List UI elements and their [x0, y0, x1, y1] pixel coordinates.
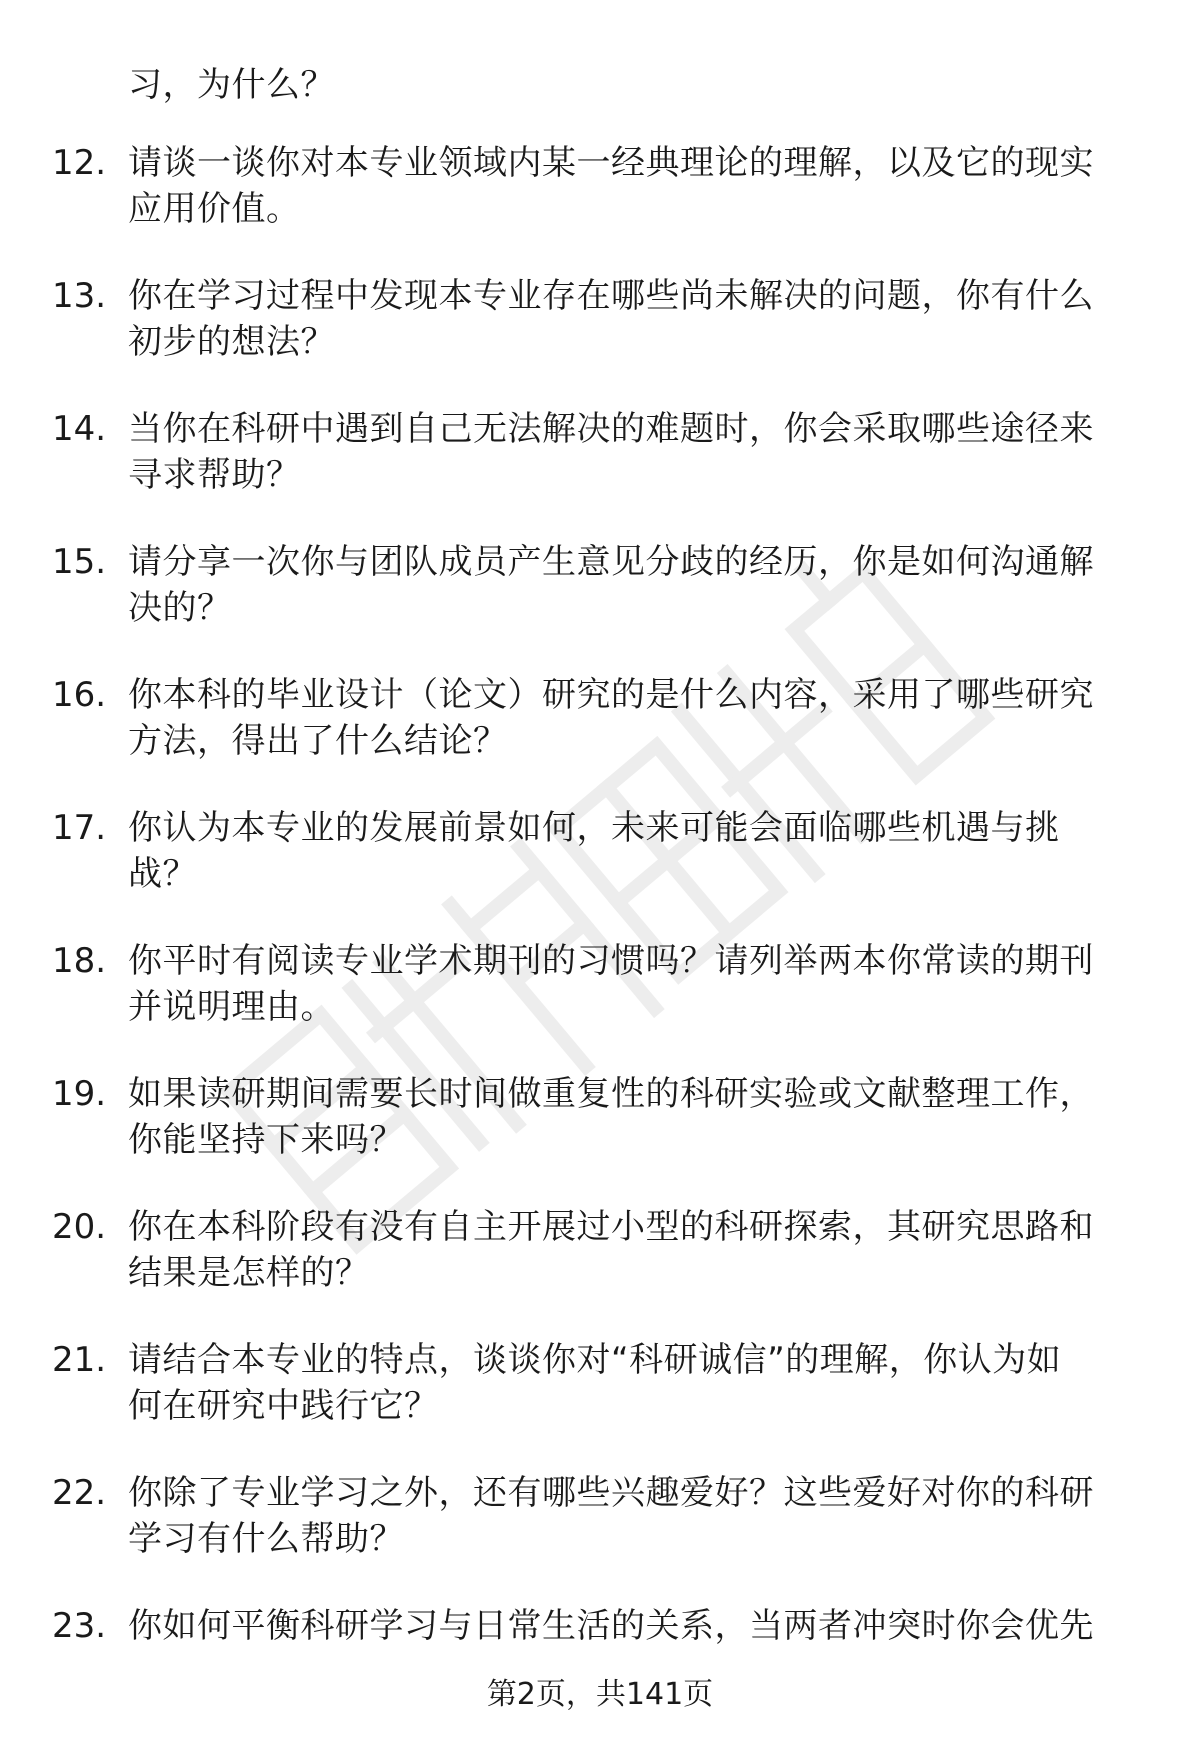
question-list — [0, 140, 1200, 1736]
question-text-line: 决的？ — [128, 588, 232, 628]
question-number: 17. — [52, 808, 107, 848]
question-item — [0, 805, 1200, 938]
question-text-line: 你平时有阅读专业学术期刊的习惯吗？请列举两本你常读的期刊 — [128, 941, 1094, 981]
question-number: 18. — [52, 941, 107, 981]
question-item — [0, 1071, 1200, 1204]
question-item — [0, 1204, 1200, 1337]
question-text-line: 何在研究中践行它？ — [128, 1386, 439, 1426]
question-number: 13. — [52, 276, 107, 316]
question-text-line: 你认为本专业的发展前景如何，未来可能会面临哪些机遇与挑 — [128, 808, 1060, 848]
question-text-line: 初步的想法？ — [128, 322, 335, 362]
question-number: 12. — [52, 143, 107, 183]
question-text-line: 你如何平衡科研学习与日常生活的关系，当两者冲突时你会优先 — [128, 1606, 1094, 1646]
question-text-line: 你在本科阶段有没有自主开展过小型的科研探索，其研究思路和 — [128, 1207, 1094, 1247]
question-number: 16. — [52, 675, 107, 715]
continuation-text: 习，为什么？ — [128, 65, 335, 105]
question-text-line: 并说明理由。 — [128, 987, 335, 1027]
question-text-line: 寻求帮助？ — [128, 455, 301, 495]
question-text-line: 请结合本专业的特点，谈谈你对“科研诚信”的理解，你认为如 — [128, 1340, 1062, 1380]
question-text-line: 如果读研期间需要长时间做重复性的科研实验或文献整理工作， — [128, 1074, 1094, 1114]
question-item — [0, 539, 1200, 672]
page-number-footer: 第2页，共141页 — [486, 1677, 714, 1712]
question-text-line: 请谈一谈你对本专业领域内某一经典理论的理解，以及它的现实 — [128, 143, 1094, 183]
question-text-line: 请分享一次你与团队成员产生意见分歧的经历，你是如何沟通解 — [128, 542, 1094, 582]
question-number: 22. — [52, 1473, 107, 1513]
question-text-line: 当你在科研中遇到自己无法解决的难题时，你会采取哪些途径来 — [128, 409, 1094, 449]
question-text-line: 你除了专业学习之外，还有哪些兴趣爱好？这些爱好对你的科研 — [128, 1473, 1094, 1513]
question-text-line: 学习有什么帮助？ — [128, 1519, 404, 1559]
question-text-line: 战？ — [128, 854, 197, 894]
question-item — [0, 1603, 1200, 1736]
question-item — [0, 140, 1200, 273]
question-number: 21. — [52, 1340, 107, 1380]
question-item — [0, 1337, 1200, 1470]
question-number: 19. — [52, 1074, 107, 1114]
question-item — [0, 406, 1200, 539]
question-item — [0, 938, 1200, 1071]
question-item — [0, 273, 1200, 406]
question-item — [0, 672, 1200, 805]
question-text-line: 你本科的毕业设计（论文）研究的是什么内容，采用了哪些研究 — [128, 675, 1094, 715]
question-text-line: 你能坚持下来吗？ — [128, 1120, 404, 1160]
question-number: 14. — [52, 409, 107, 449]
question-item — [0, 1470, 1200, 1603]
question-text-line: 结果是怎样的？ — [128, 1253, 370, 1293]
question-number: 23. — [52, 1606, 107, 1646]
question-text-line: 方法，得出了什么结论？ — [128, 721, 508, 761]
question-number: 15. — [52, 542, 107, 582]
question-text-line: 你在学习过程中发现本专业存在哪些尚未解决的问题，你有什么 — [128, 276, 1094, 316]
question-text-line: 应用价值。 — [128, 189, 301, 229]
question-number: 20. — [52, 1207, 107, 1247]
